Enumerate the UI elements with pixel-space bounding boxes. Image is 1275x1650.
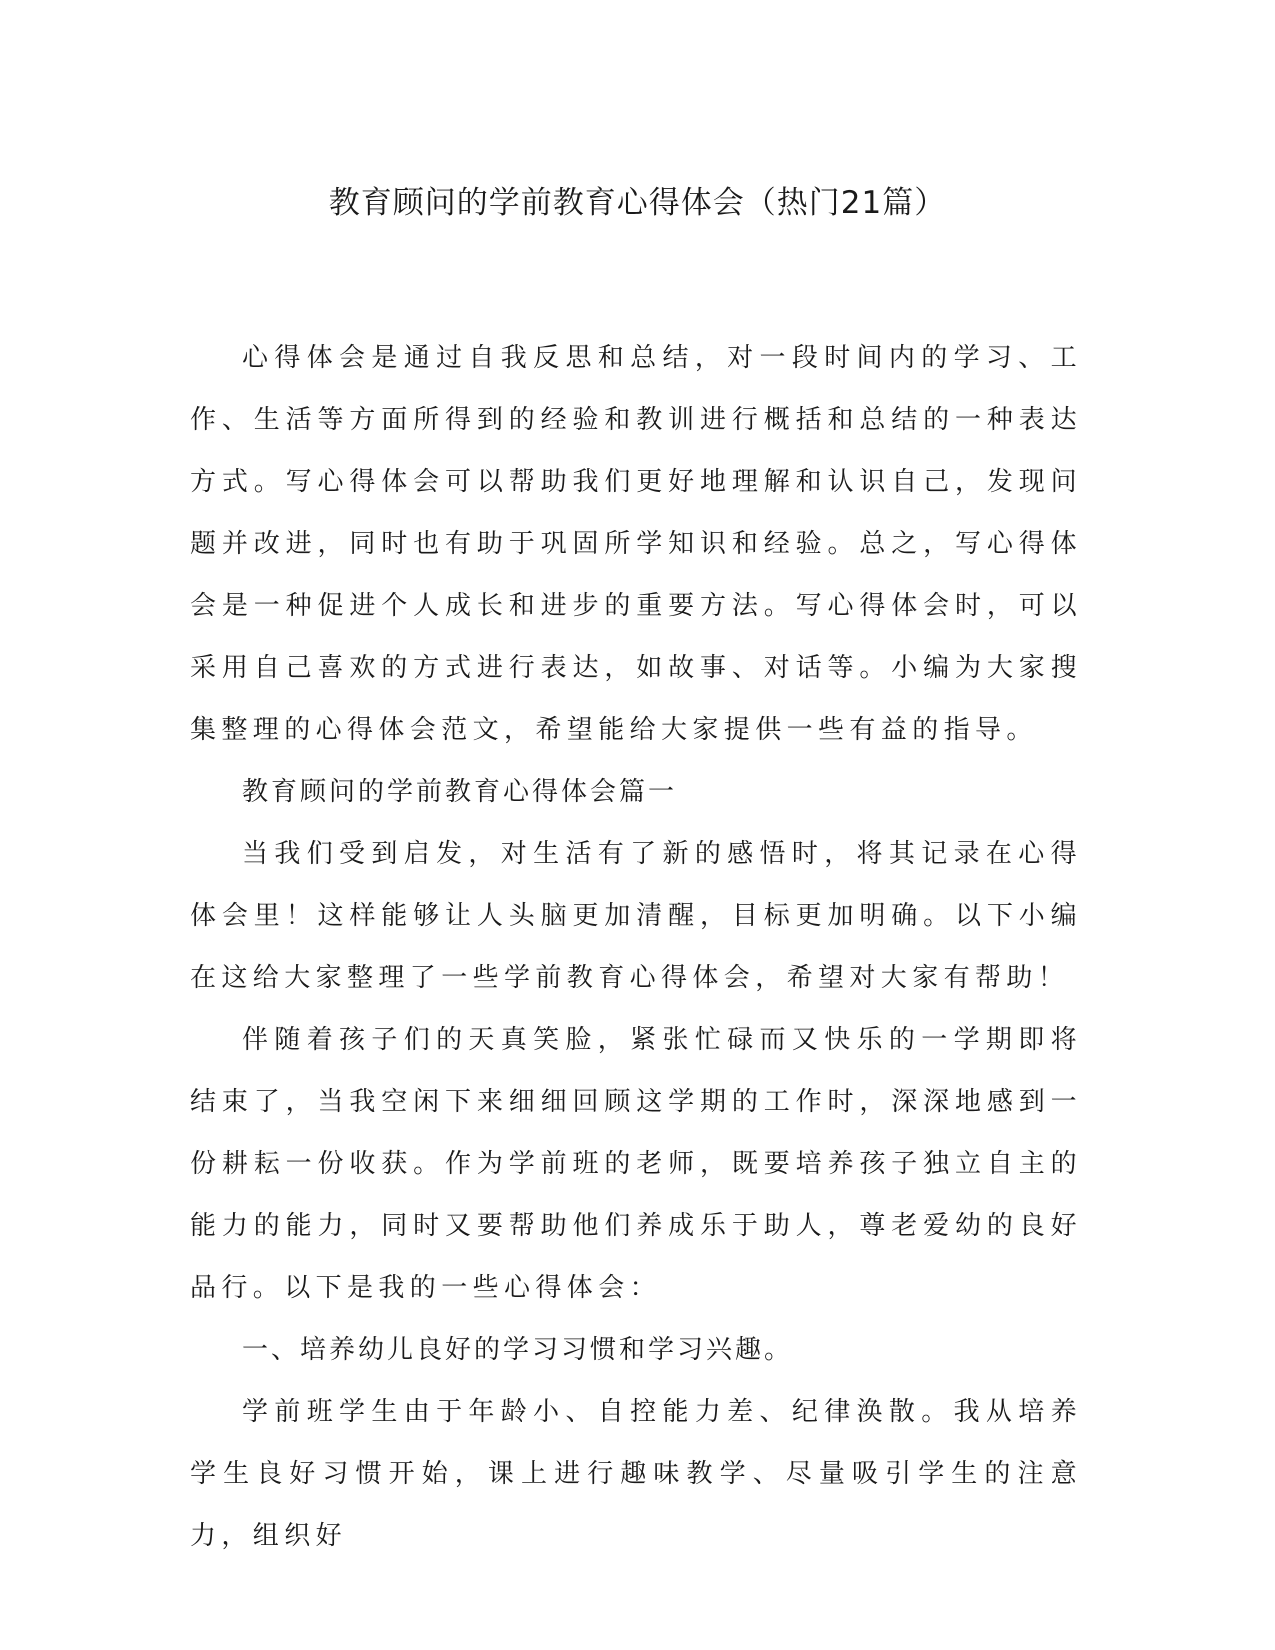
intro-paragraph: 心得体会是通过自我反思和总结，对一段时间内的学习、工作、生活等方面所得到的经验和教训进行概括和总结的一种表达方式。写心得体会可以帮助我们更好地理解和认识自己，发现问题并改进，同时也有助于巩固所学知识和经验。总之，写心得体会是一种促进个人成长和进步的重要方法。写心得体会时，可以采用自己喜欢的方式进行表达，如故事、对话等。小编为大家搜集整理的心得体会范文，希望能给大家提供一些有益的指导。	[190, 343, 1082, 745]
body-paragraph: 学前班学生由于年龄小、自控能力差、纪律涣散。我从培养学生良好习惯开始，课上进行趣味教学、尽量吸引学生的注意力，组织好	[190, 1397, 1082, 1551]
body-paragraph: 伴随着孩子们的天真笑脸，紧张忙碌而又快乐的一学期即将结束了，当我空闲下来细细回顾这学期的工作时，深深地感到一份耕耘一份收获。作为学前班的老师，既要培养孩子独立自主的能力的能力，同时又要帮助他们养成乐于助人，尊老爱幼的良好品行。以下是我的一些心得体会：	[190, 1025, 1082, 1303]
document-title: 教育顾问的学前教育心得体会（热门21篇）	[328, 185, 947, 221]
subsection-heading: 一、培养幼儿良好的学习习惯和学习兴趣。	[242, 1335, 794, 1365]
section-heading: 教育顾问的学前教育心得体会篇一	[242, 777, 678, 807]
body-paragraph: 当我们受到启发，对生活有了新的感悟时，将其记录在心得体会里！这样能够让人头脑更加清醒，目标更加明确。以下小编在这给大家整理了一些学前教育心得体会，希望对大家有帮助！	[190, 839, 1082, 993]
document-body	[190, 327, 1082, 1567]
